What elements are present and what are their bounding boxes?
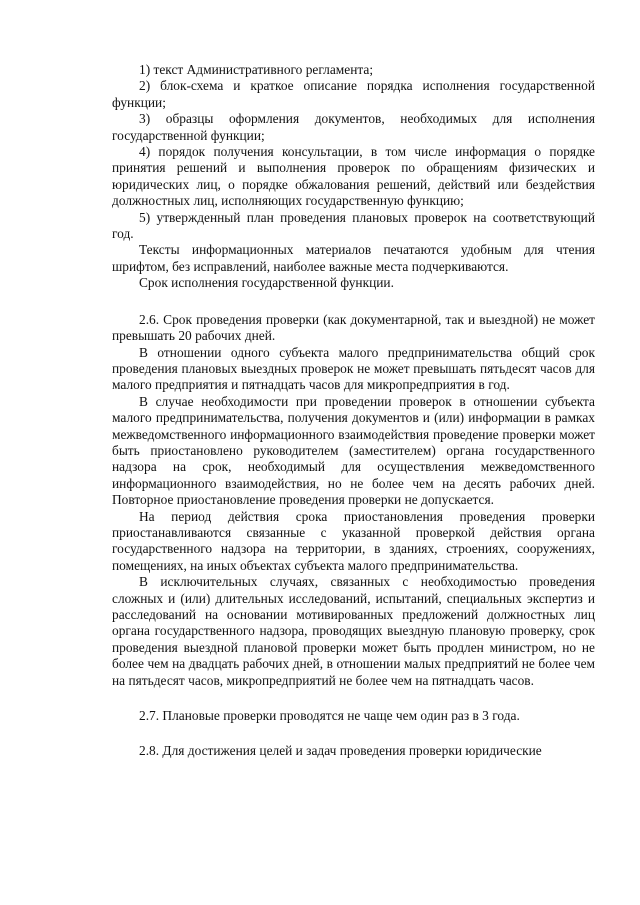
section-2-7: 2.7. Плановые проверки проводятся не чаще чем один раз в 3 года.: [139, 708, 520, 724]
paragraph-print-requirements: Тексты информационных материалов печатаются удобным для чтения шрифтом, без исправлений, наиболее важные места подчеркиваются.: [112, 242, 595, 274]
paragraph-execution-term-heading: Срок исполнения государственной функции.: [139, 275, 394, 291]
paragraph-suspension: В случае необходимости при проведении проверок в отношении субъекта малого предпринимательства, получения документов и (или) информации в рамках межведомственного информационного взаимодействия проведение проверки может быть приостановлено руководителем (заместителем) органа государственного надзора на срок, необходимый для осуществления межведомственного информационного взаимодействия, но не более чем на десять рабочих дней. Повторное приостановление проведения проверки не допускается.: [112, 393, 595, 508]
section-gap: [112, 689, 595, 708]
list-item-3: 3) образцы оформления документов, необходимых для исполнения государственной функции;: [112, 111, 595, 143]
section-2-6: 2.6. Срок проведения проверки (как документарной, так и выездной) не может превышать 20 рабочих дней.: [112, 311, 595, 344]
list-item-2: 2) блок-схема и краткое описание порядка исполнения государственной функции;: [112, 78, 595, 110]
section-2-8: 2.8. Для достижения целей и задач проведения проверки юридические: [139, 743, 542, 759]
section-gap: [112, 724, 595, 743]
paragraph-exceptional-cases: В исключительных случаях, связанных с необходимостью проведения сложных и (или) длительных исследований, испытаний, специальных экспертиз и расследований на основании мотивированных предложений должностных лиц органа государственного надзора, проводящих выездную плановую проверку, срок проведения выездной плановой проверки может быть продлен министром, но не более чем на двадцать рабочих дней, в отношении малых предприятий не более чем на пятьдесят часов, микропредприятий не более чем на пятнадцать часов.: [112, 574, 595, 688]
list-item-5: 5) утвержденный план проведения плановых проверок на соответствующий год.: [112, 209, 595, 242]
list-item-1: 1) текст Административного регламента;: [139, 62, 374, 77]
paragraph-small-business-term: В отношении одного субъекта малого предпринимательства общий срок проведения плановых выездных проверок не может превышать пятьдесят часов для малого предприятия и пятнадцать часов для микропредприятия в год.: [112, 344, 595, 393]
paragraph-suspension-period: На период действия срока приостановления проведения проверки приостанавливаются связанные с указанной проверкой действия органа государственного надзора на территории, в зданиях, строениях, сооружениях, помещениях, на иных объектах субъекта малого предпринимательства.: [112, 508, 595, 573]
list-item-4: 4) порядок получения консультации, в том числе информация о порядке принятия решений и выполнения проверок по обращениям физических и юридических лиц, о порядке обжалования решений, действий или бездействия должностных лиц, исполняющих государственную функцию;: [112, 144, 595, 209]
section-gap: [112, 292, 595, 312]
